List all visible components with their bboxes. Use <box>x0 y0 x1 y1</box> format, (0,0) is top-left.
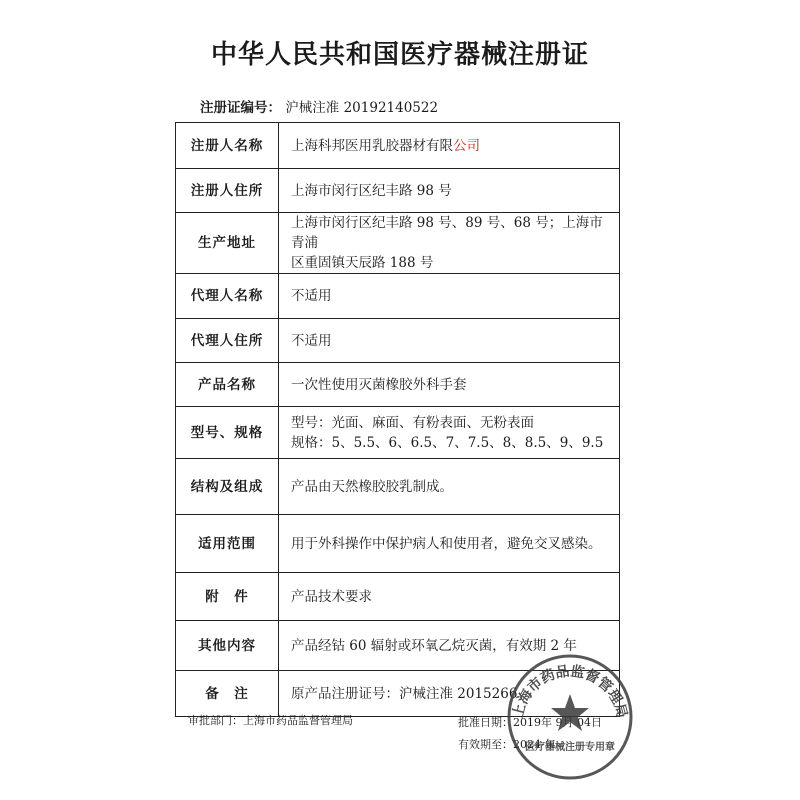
table-row <box>176 363 620 407</box>
registrant-address-value: 上海市闵行区纪丰路 98 号 <box>279 169 620 213</box>
model-spec-line2: 规格：5、5.5、6、6.5、7、7.5、8、8.5、9、9.5 <box>291 434 604 451</box>
approval-date: 批准日期：2019年 9月 04日 <box>458 716 602 729</box>
table-row <box>176 123 620 169</box>
seal-outer-text: 上海市药品监督管理局 <box>510 663 630 720</box>
agent-address-value: 不适用 <box>279 319 620 363</box>
table-row <box>176 213 620 274</box>
seal-inner-text: 医疗器械注册专用章 <box>525 742 615 753</box>
table-row <box>176 169 620 213</box>
remarks-value: 原产品注册证号：沪械注准 2015266 <box>279 671 620 717</box>
document-title: 中华人民共和国医疗器械注册证 <box>210 40 589 70</box>
other-label: 其他内容 <box>176 621 279 671</box>
agent-name-value: 不适用 <box>279 274 620 319</box>
product-name-value: 一次性使用灭菌橡胶外科手套 <box>279 363 620 407</box>
table-row <box>176 459 620 515</box>
remarks-label: 备 注 <box>176 671 279 717</box>
certificate-table <box>175 122 620 717</box>
model-spec-line1: 型号：光面、麻面、有粉表面、无粉表面 <box>291 414 534 431</box>
table-row <box>176 515 620 573</box>
registration-number-label: 注册证编号： <box>200 100 281 116</box>
valid-until: 有效期至：2024 年 <box>458 738 556 751</box>
registrant-name-label: 注册人名称 <box>176 123 279 169</box>
product-name-label: 产品名称 <box>176 363 279 407</box>
table-row <box>176 573 620 621</box>
production-address-value <box>279 213 620 274</box>
table-row <box>176 407 620 459</box>
agent-address-label: 代理人住所 <box>176 319 279 363</box>
scope-value: 用于外科操作中保护病人和使用者，避免交叉感染。 <box>279 515 620 573</box>
structure-value: 产品由天然橡胶胶乳制成。 <box>279 459 620 515</box>
production-address-line2: 区重固镇天辰路 188 号 <box>291 255 434 271</box>
scope-label: 适用范围 <box>176 515 279 573</box>
registrant-address-label: 注册人住所 <box>176 169 279 213</box>
registrant-name-highlight: 公司 <box>453 137 480 154</box>
registrant-name-text: 上海科邦医用乳胶器材有限 <box>291 137 453 154</box>
production-address-line1: 上海市闵行区纪丰路 98 号、89 号、68 号；上海市青浦 <box>291 215 603 251</box>
seal-star-icon <box>551 694 589 731</box>
registration-number-value: 沪械注准 20192140522 <box>285 100 439 116</box>
model-spec-value <box>279 407 620 459</box>
model-spec-label: 型号、规格 <box>176 407 279 459</box>
table-row <box>176 319 620 363</box>
structure-label: 结构及组成 <box>176 459 279 515</box>
agent-name-label: 代理人名称 <box>176 274 279 319</box>
production-address-label: 生产地址 <box>176 213 279 274</box>
registrant-name-value <box>279 123 620 169</box>
approval-department: 审批部门：上海市药品监督管理局 <box>188 714 353 727</box>
registration-number <box>200 96 438 116</box>
other-value: 产品经钴 60 辐射或环氧乙烷灭菌，有效期 2 年 <box>279 621 620 671</box>
official-seal <box>505 652 635 782</box>
attachment-value: 产品技术要求 <box>279 573 620 621</box>
table-row <box>176 274 620 319</box>
attachment-label: 附 件 <box>176 573 279 621</box>
